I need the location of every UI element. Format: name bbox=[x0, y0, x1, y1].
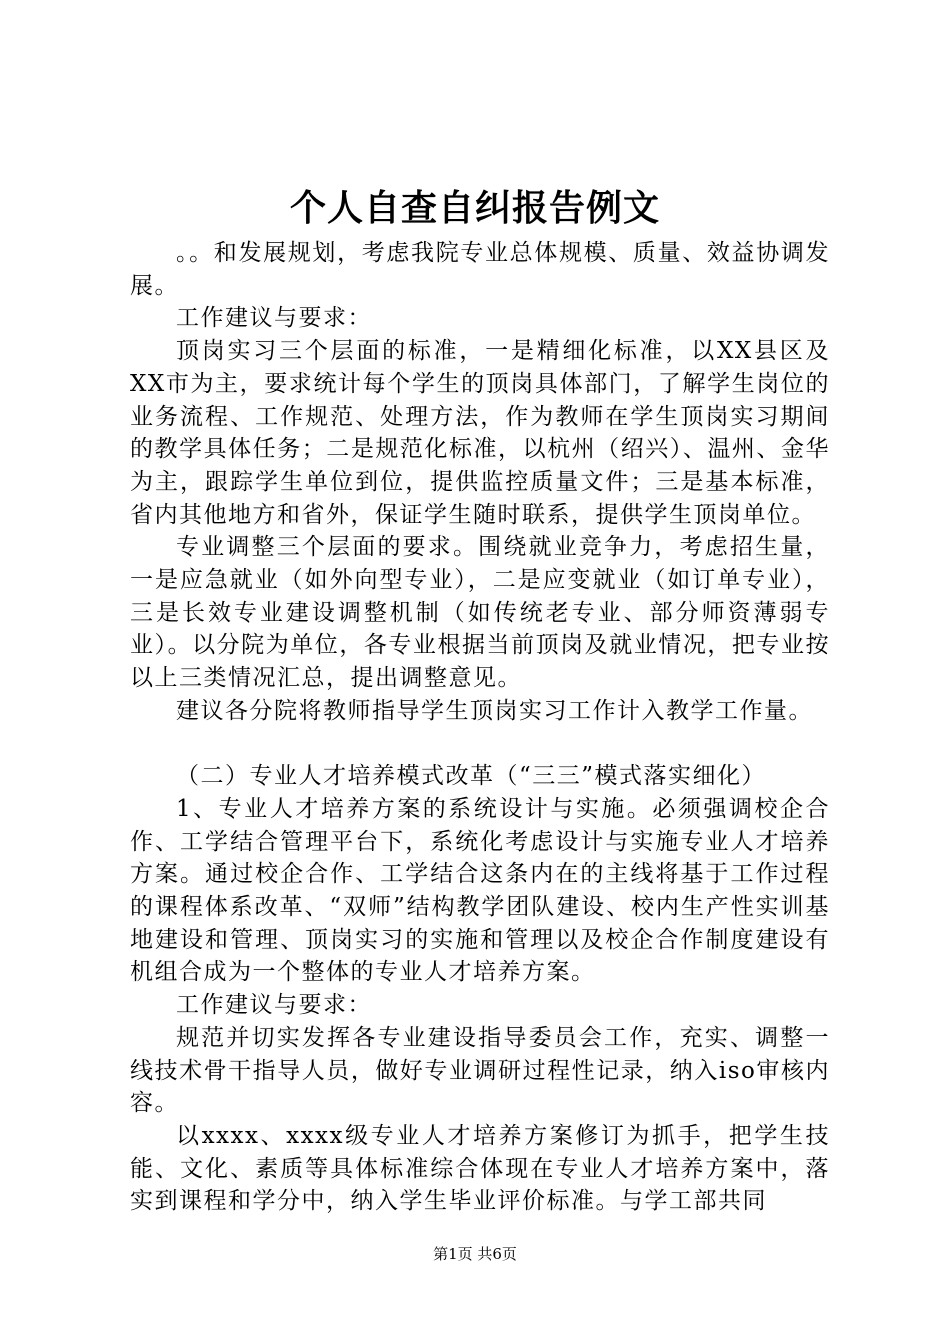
paragraph-work-suggestions-heading-2: 工作建议与要求： bbox=[176, 992, 372, 1019]
paragraph-internship-standards: 顶岗实习三个层面的标准，一是精细化标准，以XX县区及XX市为主，要求统计每个学生的顶岗具体部门，了解学生岗位的业务流程、工作规范、处理方法，作为教师在学生顶岗实习期间的教学具体任务；二是规范化标准，以杭州（绍兴）、温州、金华为主，跟踪学生单位到位，提供监控质量文件；三是基本标准，省内其他地方和省外，保证学生随时联系，提供学生顶岗单位。 bbox=[130, 338, 830, 528]
document-body bbox=[130, 237, 830, 1218]
page-number: 第1页 共6页 bbox=[433, 1245, 517, 1263]
paragraph-development-plan: 。。和发展规划，考虑我院专业总体规模、质量、效益协调发展。 bbox=[130, 240, 830, 299]
document-title: 个人自查自纠报告例文 bbox=[289, 187, 660, 229]
paragraph-training-plan-design: 1、专业人才培养方案的系统设计与实施。必须强调校企合作、工学结合管理平台下，系统化考虑设计与实施专业人才培养方案。通过校企合作、工学结合这条内在的主线将基于工作过程的课程体系改革、“双师”结构教学团队建设、校内生产性实训基地建设和管理、顶岗实习的实施和管理以及校企合作制度建设有机组合成为一个整体的专业人才培养方案。 bbox=[130, 795, 830, 986]
paragraph-major-adjustment: 专业调整三个层面的要求。围绕就业竞争力，考虑招生量，一是应急就业（如外向型专业），二是应变就业（如订单专业），三是长效专业建设调整机制（如传统老专业、部分师资薄弱专业）。以分院为单位，各专业根据当前顶岗及就业情况，把专业按以上三类情况汇总，提出调整意见。 bbox=[130, 534, 830, 692]
paragraph-teaching-workload: 建议各分院将教师指导学生顶岗实习工作计入教学工作量。 bbox=[176, 697, 813, 724]
paragraph-steering-committee: 规范并切实发挥各专业建设指导委员会工作，充实、调整一线技术骨干指导人员，做好专业调研过程性记录，纳入iso审核内容。 bbox=[130, 1024, 830, 1117]
paragraph-plan-revision: 以xxxx、xxxx级专业人才培养方案修订为抓手，把学生技能、文化、素质等具体标准综合体现在专业人才培养方案中，落实到课程和学分中，纳入学生毕业评价标准。与学工部共同 bbox=[130, 1122, 830, 1215]
paragraph-work-suggestions-heading: 工作建议与要求： bbox=[176, 305, 372, 332]
section-heading-training-mode-reform: （二）专业人才培养模式改革（“三三”模式落实细化） bbox=[176, 763, 767, 790]
paragraph-spacer bbox=[130, 728, 830, 761]
